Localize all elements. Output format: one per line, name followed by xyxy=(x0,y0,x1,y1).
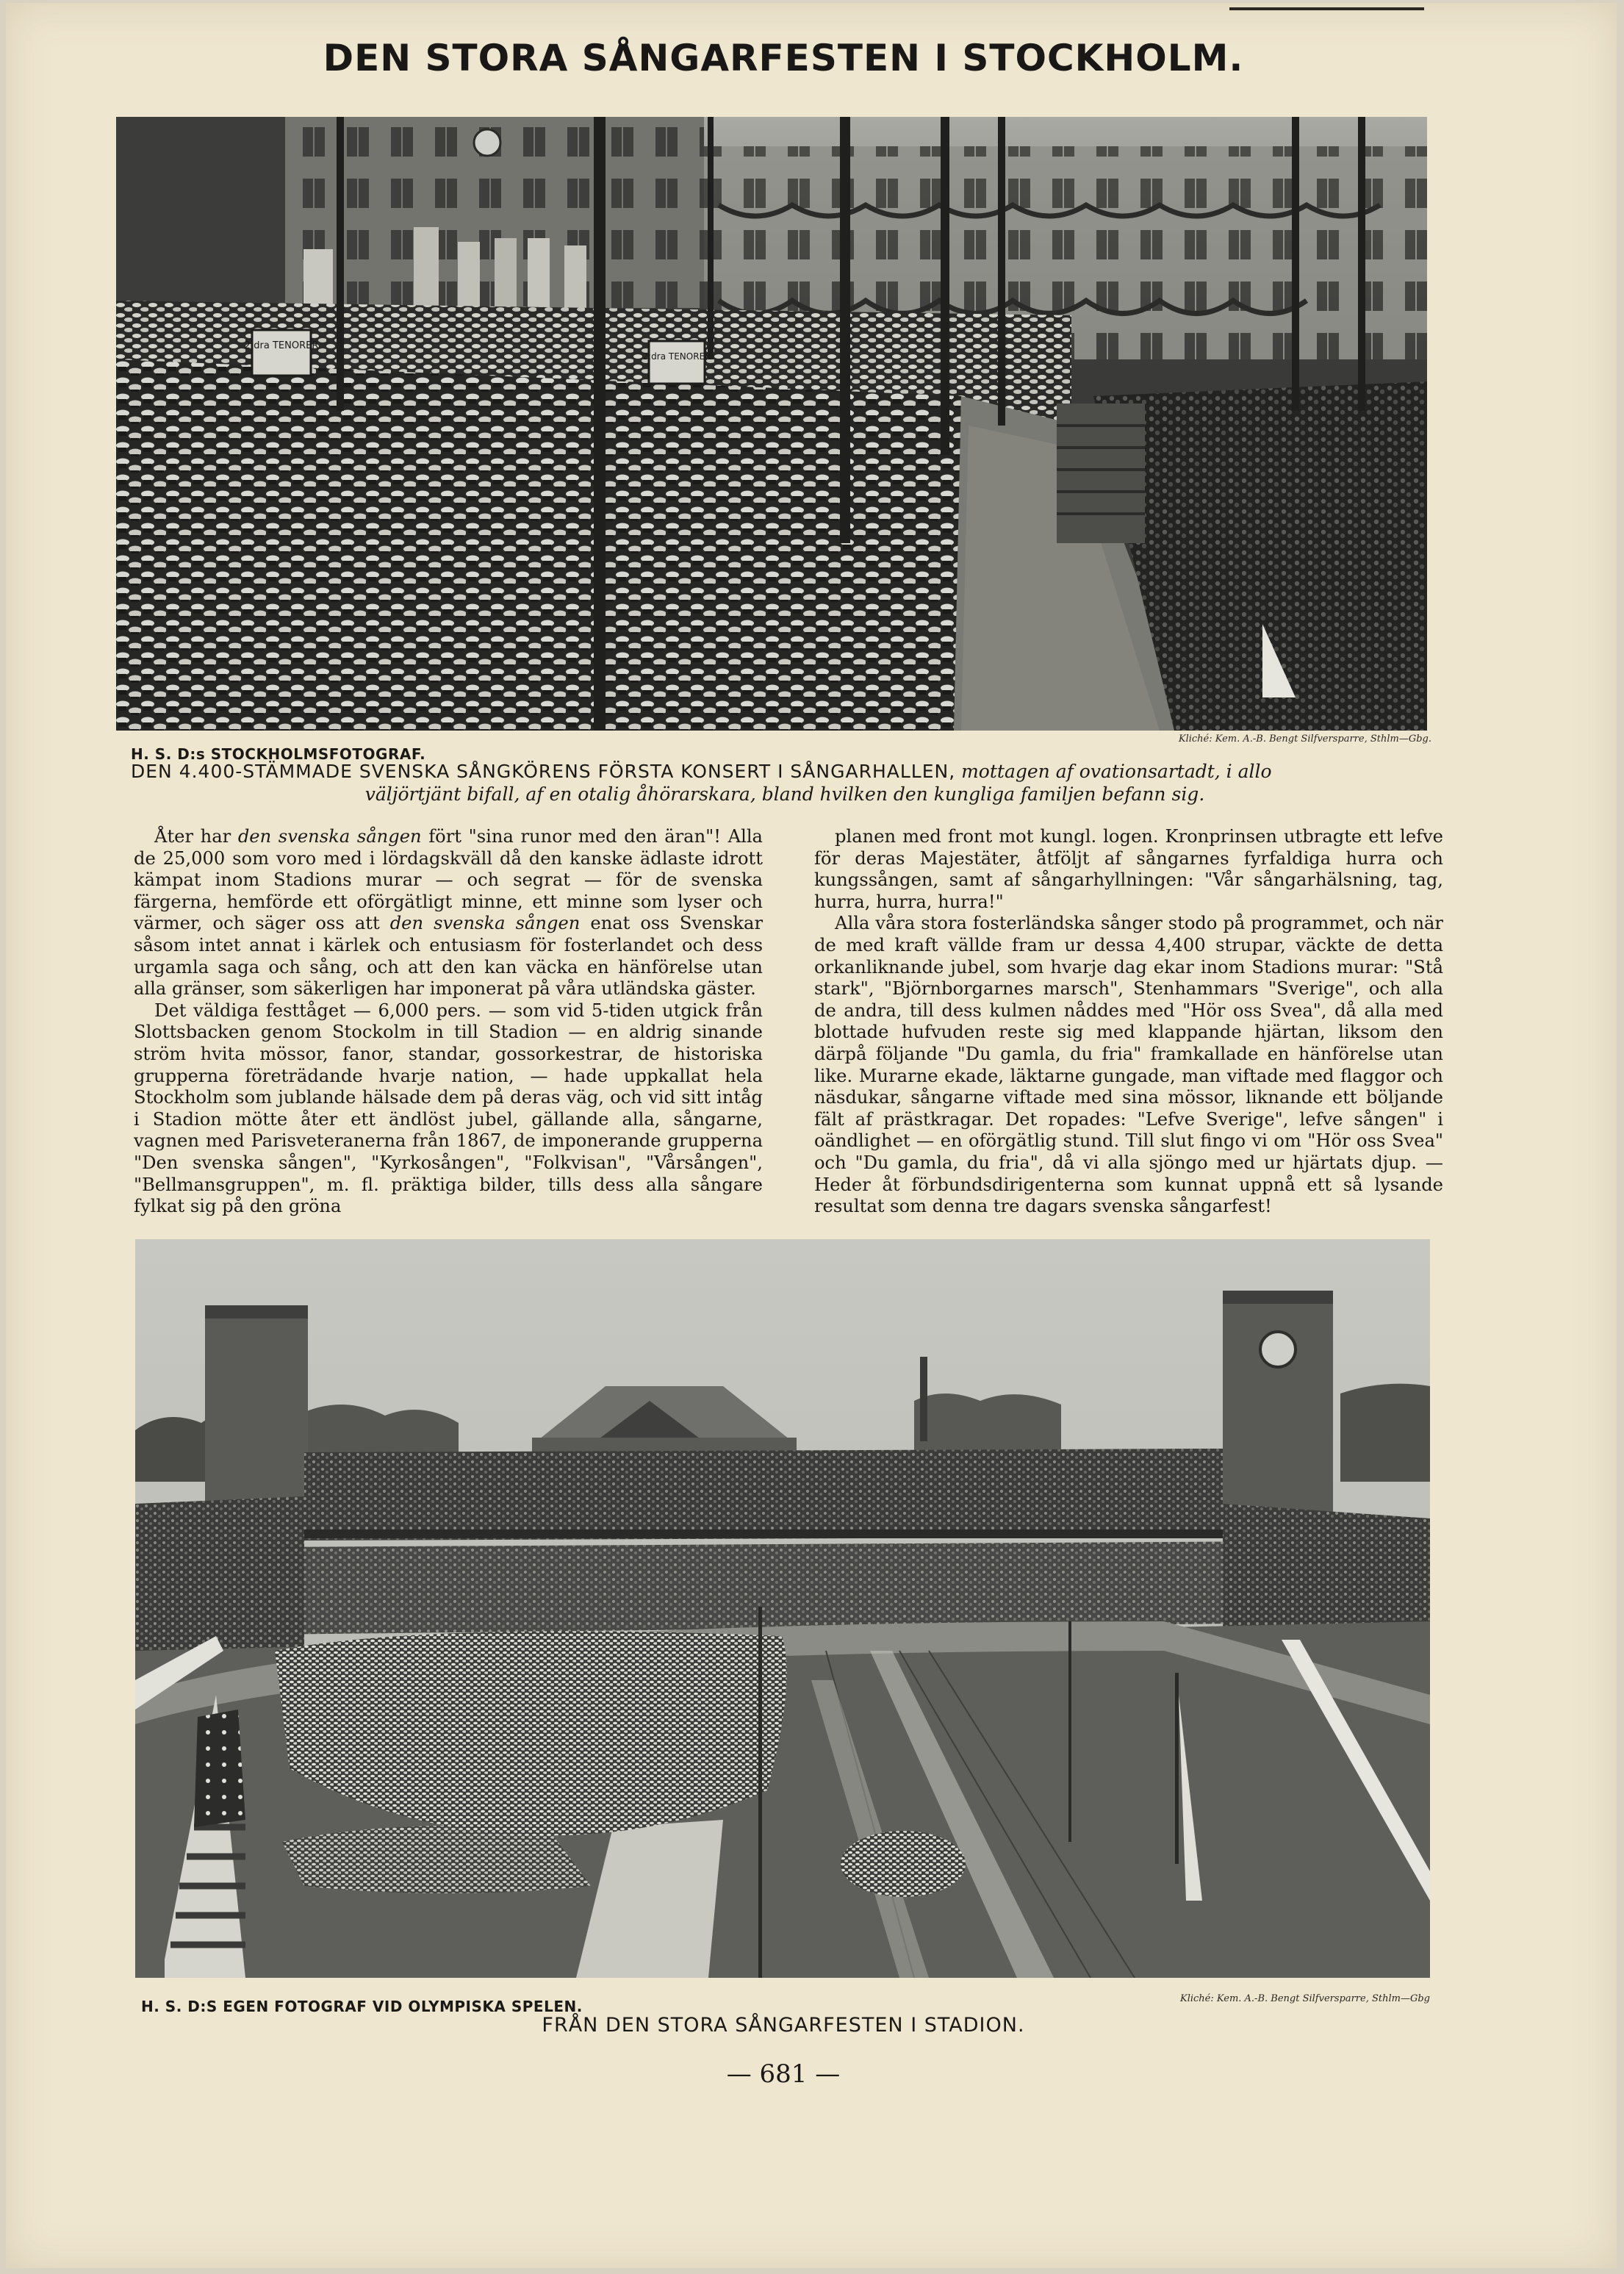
sign-text-left: 2:dra TENORER xyxy=(244,340,319,351)
article-column-1 xyxy=(134,826,763,1218)
photo-stadium-festival xyxy=(135,1239,1430,1978)
photo1-caption-italic-1: mottagen af ovationsartadt, i allo xyxy=(955,761,1272,782)
page-headline: DEN STORA SÅNGARFESTEN I STOCKHOLM. xyxy=(323,37,1244,79)
article-text: planen med front mot kungl. logen. Kronprinsen utbragte ett lefve för deras Majestäter, åtföljt af sångarnes fyrfaldiga hurra och kungssången, samt af sångarhyllningen: "Vår sångarhälsning, tag, hurra, hurra, hurra!" xyxy=(814,826,1443,912)
photo-stadium-festival-image xyxy=(135,1239,1430,1978)
article-column-2 xyxy=(814,826,1443,1218)
sign-text-center: 2:dra TENORER xyxy=(642,351,711,362)
article-text: Det väldiga festtåget — 6,000 pers. — som vid 5-tiden utgick från Slottsbacken genom Stockolm in till Stadion — en aldrig sinande ström hvita mössor, fanor, standar, gossorkestrar, de historiska grupperna företrädande hvarje nation, — hade uppkallat hela Stockholm som jublande hälsade dem på deras väg, och vid sitt intåg i Stadion mötte åter ett ändlöst jubel, gällande alla, sångarne, vagnen med Parisveteranerna från 1867, de imponerande grupperna "Den svenska sången", "Kyrkosången", "Folkvisan", "Vårsången", "Bellmansgruppen", m. fl. präktiga bilder, tills dess alla sångare fylkat sig på den gröna xyxy=(134,1000,763,1217)
magazine-page xyxy=(6,3,1617,2268)
photo-singers-concert-image xyxy=(116,117,1427,731)
article-italic-text: den svenska sången xyxy=(389,913,581,934)
photo1-caption-italic-2: väljörtjänt bifall, af en otalig åhörarskara, bland hvilken den kungliga familjen befann sig. xyxy=(364,783,1205,805)
article-text: Åter har xyxy=(154,826,238,847)
top-rule xyxy=(1229,7,1424,10)
article-text: enat oss Svenskar såsom intet annat i kärlek och entusiasm för fosterlandet och dess urgamla saga och sång, och att den kan väcka en hänförelse utan alla gränser, som säkerligen har imponerat på våra utländska gäster. xyxy=(134,913,764,1000)
photo2-caption: FRÅN DEN STORA SÅNGARFESTEN I STADION. xyxy=(542,2014,1025,2037)
article-paragraph xyxy=(134,1000,763,1218)
photo1-caption-main: DEN 4.400-STÄMMADE SVENSKA SÅNGKÖRENS FÖRSTA KONSERT I SÅNGARHALLEN, xyxy=(131,761,956,782)
article-paragraph xyxy=(814,826,1443,913)
photo2-credit: Kliché: Kem. A.-B. Bengt Silfversparre, Sthlm—Gbg xyxy=(1180,1993,1430,2004)
photo-singers-concert xyxy=(116,117,1427,731)
article-italic-text: den svenska sången xyxy=(237,826,422,847)
article-text: fört "sina runor med den äran"! Alla de 25,000 som voro med i lördagskväll då den kanske ädlaste idrott kämpat inom Stadions murar — och segrat — för de svenska färgerna, hemförde ett oförgätligt minne, ett minne som lyser och värmer, och säger oss att xyxy=(134,826,763,934)
article-text: Alla våra stora fosterländska sånger stodo på programmet, och när de med kraft vällde fram ur dessa 4,400 strupar, väckte de detta orkanliknande jubel, som hvarje dag ekar inom Stadions murar: "Stå stark", "Björnborgarnes marsch", Stenhammars "Sverige", och alla de andra, till dess kulmen nåddes med "Hör oss Svea", då alla med blottade hufvuden reste sig med klappande hjärtan, liksom den därpå följande "Du gamla, du fria" framkallade en hänförelse utan like. Murarne ekade, läktarne gungade, man viftade med flaggor och näsdukar, sångarne viftade med sina mössor, liknande ett böljande fält af prästkragar. Det ropades: "Lefve Sverige", lefve sången" i oändlighet — en oförgätlig stund. Till slut fingo vi om "Hör oss Svea" och "Du gamla, du fria", då vi alla sjöngo med ur hjärtats djup. — Heder åt förbundsdirigenterna som kunnat uppnå ett så lysande resultat som denna tre dagars svenska sångarfest! xyxy=(814,913,1443,1217)
photo1-caption xyxy=(131,760,1439,806)
article-paragraph xyxy=(814,913,1443,1217)
article-paragraph xyxy=(134,826,763,1000)
page-number: — 681 — xyxy=(726,2059,841,2089)
photo1-photographer: H. S. D:s STOCKHOLMSFOTOGRAF. xyxy=(131,745,426,763)
photo1-credit: Kliché: Kem. A.-B. Bengt Silfversparre, Sthlm—Gbg. xyxy=(1178,734,1431,745)
photo2-photographer: H. S. D:S EGEN FOTOGRAF VID OLYMPISKA SPELEN. xyxy=(141,1998,583,2015)
